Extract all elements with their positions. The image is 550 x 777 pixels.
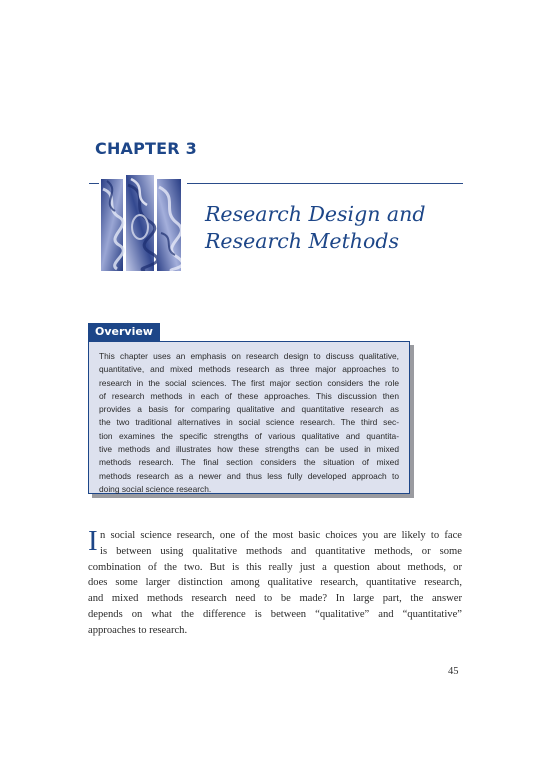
body-paragraph: [88, 525, 462, 639]
overview-heading: Overview: [88, 323, 160, 341]
overview-line: research in the social sciences. The first major section considers the role: [99, 377, 399, 388]
body-line: approaches to research.: [88, 624, 188, 636]
body-line: combination of the two. But is this really just a question about methods, or: [88, 561, 462, 573]
chapter-title: [205, 201, 465, 255]
chapter-label: CHAPTER 3: [95, 139, 197, 158]
overview-line: tive methods and illustrates how these strengths can be used in mixed: [99, 444, 399, 455]
body-line: and mixed methods research need to be made? In large part, the answer: [88, 593, 462, 605]
overview-line: This chapter uses an emphasis on research design to discuss qualitative,: [99, 351, 399, 361]
overview-line: tion examines the specific strengths of various qualitative and quantita-: [99, 430, 399, 441]
chapter-title-line-2: Research Methods: [205, 229, 399, 253]
overview-line: doing social science research.: [99, 483, 212, 494]
page-number: 45: [448, 666, 459, 677]
overview-line: provides a basis for comparing qualitative and quantitative research as: [99, 404, 399, 415]
header-rule-left: [89, 183, 99, 184]
overview-line: quantitative, and mixed methods research as three major approaches to: [99, 364, 399, 375]
overview-line: methods research. The final section considers the situation of mixed: [99, 457, 399, 468]
chapter-title-line-1: Research Design and: [205, 202, 426, 226]
header-rule-right: [187, 183, 463, 184]
panel-middle: [126, 175, 158, 271]
body-line: n social science research, one of the most basic choices you are likely to face: [100, 530, 462, 541]
overview-line: the two traditional alternatives in social science research. The third sec-: [99, 417, 399, 428]
swirl-panels-graphic: [101, 175, 181, 271]
panel-left: [101, 179, 123, 271]
body-line: is between using qualitative methods and quantitative methods, or some: [100, 545, 462, 557]
body-line: does some larger distinction among qualitative research, quantitative research,: [88, 577, 462, 589]
drop-cap: I: [88, 525, 98, 557]
overview-line: methods research as a newer and thus less fully developed approach to: [99, 470, 399, 481]
panel-right: [157, 179, 181, 271]
overview-line: of research methods in each of these approaches. This discussion then: [99, 390, 399, 401]
overview-box: [88, 341, 410, 494]
overview-text: [99, 350, 399, 496]
body-line: depends on what the difference is between “qualitative” and “quantitative”: [88, 608, 462, 620]
